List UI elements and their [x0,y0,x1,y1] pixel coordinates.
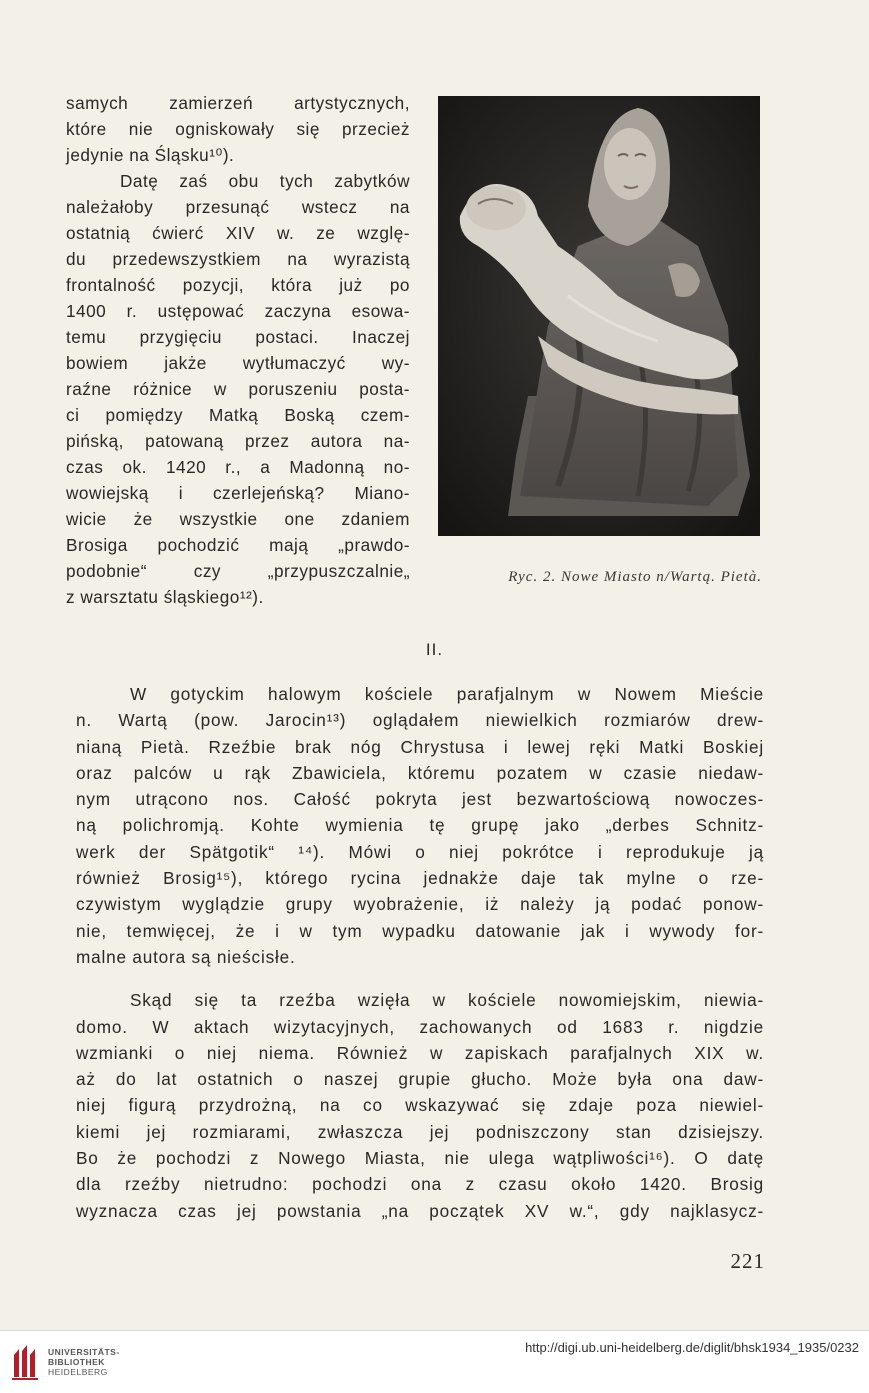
text-line: nym utrącono nos. Całość pokryta jest bezwartościową nowoczes- [76,789,764,810]
library-name-line: HEIDELBERG [48,1367,108,1377]
text-line: jedynie na Śląsku¹⁰). [66,145,235,165]
text-line: wzmianki o niej niema. Również w zapiskach parafjalnych XIX w. [76,1042,764,1063]
text-line: które nie ogniskowały się przecież [66,119,410,139]
text-line: nie, temwięcej, że i w tym wypadku datowanie jak i wywody for- [76,920,764,941]
text-line: raźne różnice w poruszeniu posta- [66,379,410,399]
text-line: malne autora są nieścisłe. [76,946,296,967]
text-line: oraz palców u rąk Zbawiciela, któremu pozatem w czasie niedaw- [76,762,764,783]
text-line: ci pomiędzy Matką Boską czem- [66,405,410,425]
source-url-link[interactable]: http://digi.ub.uni-heidelberg.de/diglit/bhsk1934_1935/0232 [525,1340,859,1355]
text-line: niej figurą przydrożną, na co wskazywać się zdaje poza niewiel- [76,1095,764,1116]
text-line: du przedewszystkiem na wyrazistą [66,249,410,269]
left-text-column [66,90,410,610]
text-line: kiemi jej rozmiarami, zwłaszcza jej podniszczony stan dzisiejszy. [76,1121,764,1142]
library-name-line: BIBLIOTHEK [48,1357,105,1367]
text-line: podobnie“ czy „przypuszczalnie„ [66,561,410,581]
text-line: ną polichromją. Kohte wymienia tę grupę jako „derbes Schnitz- [76,815,764,836]
library-name-line: UNIVERSITÄTS- [48,1347,120,1357]
text-line: również Brosig¹⁵), którego rycina jednakże daje tak mylne o rze- [76,868,764,889]
viewer-footer [0,1330,869,1393]
section-number: II. [425,640,444,659]
main-text [76,681,764,1224]
text-line: Bo że pochodzi z Nowego Miasta, nie ulega wątpliwości¹⁶). O datę [76,1148,764,1169]
text-line: wicie że wszystkie one zdaniem [66,509,410,529]
text-line: frontalność pozycji, która już po [66,275,410,295]
figure-caption: Ryc. 2. Nowe Miasto n/Wartą. Pietà. [508,569,762,585]
text-line: samych zamierzeń artystycznych, [66,93,410,113]
university-library-logo-icon [10,1341,40,1381]
text-line: z warsztatu śląskiego¹²). [66,587,264,607]
text-line: Skąd się ta rzeźba wzięła w kościele nowomiejskim, niewia- [130,990,764,1011]
text-line: werk der Spätgotik“ ¹⁴). Mówi o niej pokrótce i reprodukuje ją [76,841,764,862]
text-line: domo. W aktach wizytacyjnych, zachowanych od 1683 r. nigdzie [76,1016,764,1037]
text-line: czywistym wyglądzie grupy wyobrażenie, iż należy ją podać ponow- [76,894,764,915]
text-line: aż do lat ostatnich o naszej grupie głucho. Może była ona daw- [76,1069,764,1090]
text-line: ostatnią ćwierć XIV w. ze wzglę- [66,223,410,243]
pieta-photograph [438,96,760,536]
paragraph-gap [76,970,764,987]
page-number: 221 [730,1249,765,1273]
text-line: Brosiga pochodzić mają „prawdo- [66,535,410,555]
text-line: Datę zaś obu tych zabytków [120,171,410,191]
library-name [48,1347,120,1377]
text-line: temu przygięciu postaci. Inaczej [66,327,410,347]
text-line: czas ok. 1420 r., a Madonną no- [66,457,410,477]
pieta-sculpture-illustration [438,96,760,536]
text-line: n. Wartą (pow. Jarocin¹³) oglądałem niewielkich rozmiarów drew- [76,710,764,731]
text-line: wyznacza czas jej powstania „na początek XV w.“, gdy najklasycz- [76,1200,764,1221]
text-line: wowiejską i czerlejeńską? Miano- [66,483,410,503]
text-line: 1400 r. ustępować zaczyna esowa- [66,301,410,321]
text-line: nianą Pietà. Rzeźbie brak nóg Chrystusa i lewej ręki Matki Boskiej [76,736,764,757]
text-line: należałoby przesunąć wstecz na [66,197,410,217]
text-line: bowiem jakże wytłumaczyć wy- [66,353,410,373]
text-line: dla rzeźby nietrudno: pochodzi ona z czasu około 1420. Brosig [76,1174,764,1195]
text-line: W gotyckim halowym kościele parafjalnym w Nowem Mieście [130,684,764,704]
text-line: pińską, patowaną przez autora na- [66,431,410,451]
